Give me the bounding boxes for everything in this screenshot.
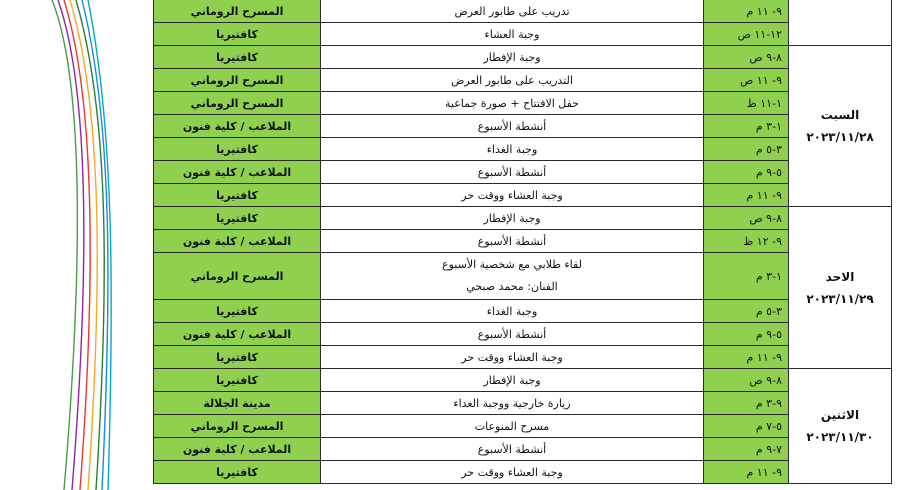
time-cell: ٩- ١١ م — [704, 461, 789, 484]
day-date: ٢٠٢٣/١١/٢٩ — [806, 291, 874, 306]
time-cell: ٩- ١٢ ظ — [704, 230, 789, 253]
time-cell: ١-٣ م — [704, 253, 789, 300]
day-name: الاثنين — [820, 408, 860, 422]
place-cell: كافتيريا — [154, 300, 321, 323]
activity-guest-line: الفنان: محمد صبحي — [466, 280, 558, 293]
schedule-row — [154, 184, 892, 207]
place-cell: كافتيريا — [154, 461, 321, 484]
schedule-table — [153, 0, 892, 484]
schedule-row — [154, 161, 892, 184]
time-cell: ٩-٣ م — [704, 392, 789, 415]
activity-cell — [321, 253, 704, 300]
schedule-row — [154, 69, 892, 92]
time-cell: ١٢-١١ ص — [704, 23, 789, 46]
place-cell: المسرح الروماني — [154, 92, 321, 115]
activity-cell: وجبة العشاء ووقت حر — [321, 346, 704, 369]
place-cell: المسرح الروماني — [154, 0, 321, 23]
schedule-row — [154, 438, 892, 461]
place-cell: مدينة الجلالة — [154, 392, 321, 415]
activity-cell: أنشطة الأسبوع — [321, 115, 704, 138]
activity-cell: مسرح المنوعات — [321, 415, 704, 438]
place-cell: المسرح الروماني — [154, 69, 321, 92]
time-cell: ٨-٩ ص — [704, 46, 789, 69]
schedule-row — [154, 115, 892, 138]
schedule-row — [154, 23, 892, 46]
day-date: ٢٠٢٣/١١/٣٠ — [806, 430, 874, 444]
time-cell: ٩- ١١ م — [704, 0, 789, 23]
activity-cell: أنشطة الأسبوع — [321, 161, 704, 184]
schedule-row — [154, 92, 892, 115]
schedule-row — [154, 46, 892, 69]
time-cell: ٥-٧ م — [704, 415, 789, 438]
schedule-row — [154, 0, 892, 23]
place-cell: الملاعب / كلية فنون — [154, 161, 321, 184]
schedule-row — [154, 253, 892, 300]
schedule-row — [154, 300, 892, 323]
activity-cell: زيارة خارجية ووجبة الغداء — [321, 392, 704, 415]
place-cell: كافتيريا — [154, 138, 321, 161]
place-cell: الملاعب / كلية فنون — [154, 230, 321, 253]
day-cell — [789, 0, 892, 46]
activity-cell: أنشطة الأسبوع — [321, 438, 704, 461]
schedule-row — [154, 138, 892, 161]
activity-cell: وجبة العشاء ووقت حر — [321, 184, 704, 207]
day-cell — [789, 207, 892, 369]
activity-cell: وجبة الإفطار — [321, 46, 704, 69]
activity-cell: تدريب على طابور العرض — [321, 0, 704, 23]
day-cell — [789, 369, 892, 484]
time-cell: ٩- ١١ ص — [704, 69, 789, 92]
schedule-row — [154, 369, 892, 392]
place-cell: كافتيريا — [154, 23, 321, 46]
day-name: الاحد — [825, 269, 855, 284]
schedule-row — [154, 346, 892, 369]
schedule-row — [154, 323, 892, 346]
place-cell: كافتيريا — [154, 346, 321, 369]
activity-cell: حفل الافتتاح + صورة جماعية — [321, 92, 704, 115]
place-cell: كافتيريا — [154, 184, 321, 207]
schedule-row — [154, 392, 892, 415]
place-cell: المسرح الروماني — [154, 415, 321, 438]
place-cell: الملاعب / كلية فنون — [154, 115, 321, 138]
activity-cell: وجبة الإفطار — [321, 369, 704, 392]
time-cell: ٣-٥ م — [704, 300, 789, 323]
day-cell — [789, 46, 892, 207]
place-cell: الملاعب / كلية فنون — [154, 438, 321, 461]
time-cell: ٩- ١١ م — [704, 346, 789, 369]
place-cell: المسرح الروماني — [154, 253, 321, 300]
place-cell: الملاعب / كلية فنون — [154, 323, 321, 346]
activity-cell: وجبة العشاء — [321, 23, 704, 46]
schedule-row — [154, 461, 892, 484]
time-cell: ٣-٥ م — [704, 138, 789, 161]
schedule-row — [154, 415, 892, 438]
activity-cell: أنشطة الأسبوع — [321, 230, 704, 253]
day-date: ٢٠٢٣/١١/٢٨ — [806, 130, 874, 144]
schedule-row — [154, 207, 892, 230]
time-cell: ٥-٩ م — [704, 161, 789, 184]
activity-cell: التدريب على طابور العرض — [321, 69, 704, 92]
schedule-row — [154, 230, 892, 253]
decorative-swirl-lines — [0, 0, 115, 490]
activity-line: لقاء طلابي مع شخصية الأسبوع — [442, 258, 582, 271]
time-cell: ٩- ١١ م — [704, 184, 789, 207]
time-cell: ١-١١ ظ — [704, 92, 789, 115]
place-cell: كافتيريا — [154, 369, 321, 392]
place-cell: كافتيريا — [154, 46, 321, 69]
time-cell: ٥-٩ م — [704, 323, 789, 346]
day-name: السبت — [820, 108, 860, 122]
time-cell: ٨-٩ ص — [704, 369, 789, 392]
activity-cell: وجبة العشاء ووقت حر — [321, 461, 704, 484]
activity-cell: وجبة الإفطار — [321, 207, 704, 230]
place-cell: كافتيريا — [154, 207, 321, 230]
time-cell: ٧-٩ م — [704, 438, 789, 461]
time-cell: ٨-٩ ص — [704, 207, 789, 230]
activity-cell: أنشطة الأسبوع — [321, 323, 704, 346]
time-cell: ١-٣ م — [704, 115, 789, 138]
activity-cell: وجبة الغداء — [321, 138, 704, 161]
activity-cell: وجبة الغداء — [321, 300, 704, 323]
